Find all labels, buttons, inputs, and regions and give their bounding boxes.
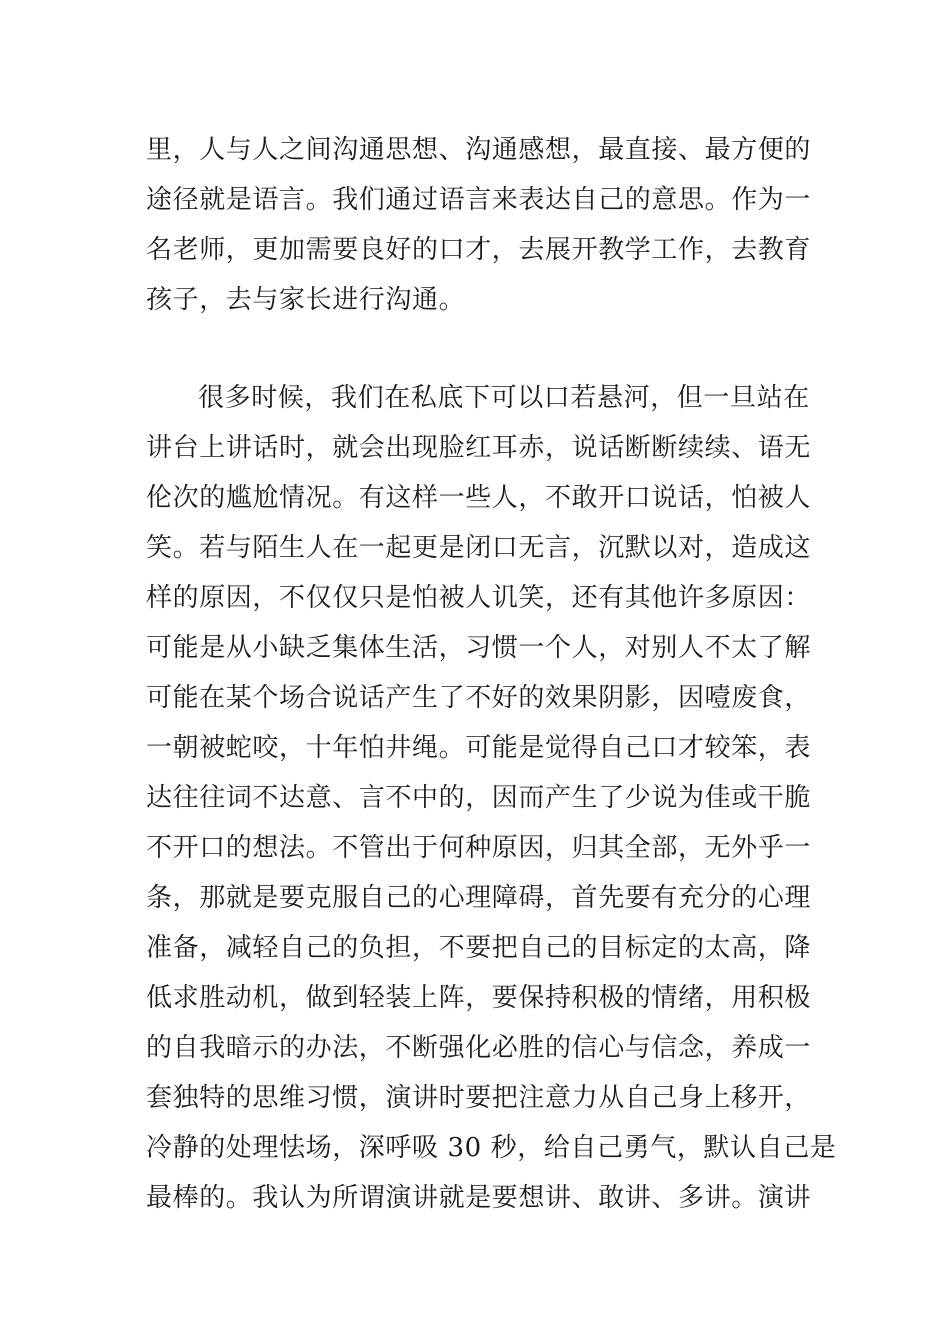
paragraph-2-line-8: 一朝被蛇咬，十年怕井绳。可能是觉得自己口才较笨，表	[146, 733, 812, 763]
paragraph-2-line-9: 达往往词不达意、言不中的，因而产生了少说为佳或干脆	[146, 783, 812, 813]
paragraph-1-line-2: 途径就是语言。我们通过语言来表达自己的意思。作为一	[146, 185, 812, 215]
paragraph-2-line-13: 低求胜动机，做到轻装上阵，要保持积极的情绪，用积极	[146, 983, 812, 1013]
paragraph-1-line-3: 名老师，更加需要良好的口才，去展开教学工作，去教育	[146, 235, 812, 265]
paragraph-2-line-17: 最棒的。我认为所谓演讲就是要想讲、敢讲、多讲。演讲	[146, 1183, 812, 1213]
paragraph-2-line-1: 很多时候，我们在私底下可以口若悬河，但一旦站在	[198, 383, 810, 413]
paragraph-2-line-16: 冷静的处理怯场，深呼吸 30 秒，给自己勇气，默认自己是	[146, 1133, 837, 1163]
paragraph-2-line-15: 套独特的思维习惯，演讲时要把注意力从自己身上移开，	[146, 1083, 812, 1113]
paragraph-2-line-7: 可能在某个场合说话产生了不好的效果阴影，因噎废食，	[146, 683, 812, 713]
paragraph-1-line-1: 里，人与人之间沟通思想、沟通感想，最直接、最方便的	[146, 135, 812, 165]
paragraph-2-line-11: 条，那就是要克服自己的心理障碍，首先要有充分的心理	[146, 883, 812, 913]
paragraph-2-line-12: 准备，减轻自己的负担，不要把自己的目标定的太高，降	[146, 933, 812, 963]
paragraph-2-line-14: 的自我暗示的办法，不断强化必胜的信心与信念，养成一	[146, 1033, 812, 1063]
paragraph-2-line-2: 讲台上讲话时，就会出现脸红耳赤，说话断断续续、语无	[146, 433, 812, 463]
paragraph-1-line-4: 孩子，去与家长进行沟通。	[146, 285, 466, 315]
paragraph-2-line-3: 伦次的尴尬情况。有这样一些人，不敢开口说话，怕被人	[146, 483, 812, 513]
paragraph-2-line-6: 可能是从小缺乏集体生活，习惯一个人，对别人不太了解	[146, 633, 812, 663]
paragraph-2-line-10: 不开口的想法。不管出于何种原因，归其全部，无外乎一	[146, 833, 812, 863]
paragraph-2-line-4: 笑。若与陌生人在一起更是闭口无言，沉默以对，造成这	[146, 533, 812, 563]
paragraph-2-line-5: 样的原因，不仅仅只是怕被人讥笑，还有其他许多原因：	[146, 583, 812, 613]
